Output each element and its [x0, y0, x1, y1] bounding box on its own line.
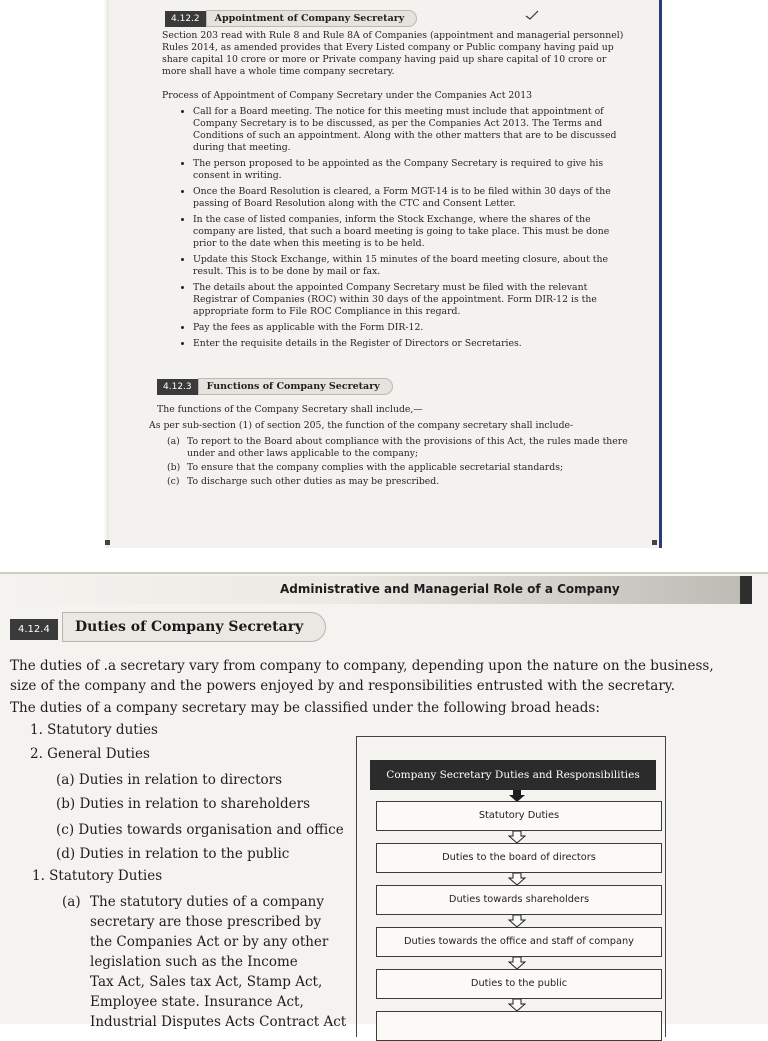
arrow-down-icon: [508, 915, 526, 927]
item-text: To ensure that the company complies with the applicable secretarial standards;: [187, 462, 564, 473]
section-title: Functions of Company Secretary: [198, 378, 393, 395]
top-page: [108, 0, 659, 548]
section-heading-appointment: [165, 10, 417, 27]
list-item-public: (d) Duties in relation to the public: [56, 846, 290, 862]
list-item: • The details about the appointed Company Secretary must be filed with the relevant Registrar of Companies (ROC) within 30 days of the appointment. Form DIR-12 is the appropriate form to File ROC Compliance in this regard.: [193, 282, 631, 318]
list-item: • The person proposed to be appointed as the Company Secretary is required to give his consent in writing.: [193, 158, 631, 182]
text-line: Tax Act, Sales tax Act, Stamp Act,: [90, 974, 323, 990]
list-item-shareholders: (b) Duties in relation to shareholders: [56, 796, 311, 812]
intro-paragraph: Section 203 read with Rule 8 and Rule 8A of Companies (appointment and managerial personnel) Rules 2014, as amended provides that Every Listed company or Public company having paid up share capital 10 crore or more or Private company having paid up share capital of 10 crore or more shall have a whole time company secretary.: [162, 30, 624, 77]
list-item-general: 2. General Duties: [30, 746, 150, 762]
text-line: The statutory duties of a company: [90, 894, 324, 910]
list-item: • Enter the requisite details in the Register of Directors or Secretaries.: [193, 338, 631, 350]
item-text: To report to the Board about compliance with the provisions of this Act, the rules made there under and other laws applicable to the company;: [187, 436, 628, 459]
page-shadow: [103, 0, 109, 548]
arrow-down-icon: [508, 831, 526, 843]
arrow-down-icon: [508, 957, 526, 969]
item-label: (a): [167, 436, 180, 447]
text-line: legislation such as the Income: [90, 954, 298, 970]
section-heading-functions: [157, 378, 393, 395]
page-corner-mark: [105, 540, 110, 545]
statutory-item-text: [90, 892, 355, 1032]
section-number: 4.12.2: [165, 11, 206, 27]
banner-end-block: [740, 576, 752, 604]
text-line: the Companies Act or by any other: [90, 934, 329, 950]
list-item: [167, 436, 633, 460]
functions-list: [167, 436, 633, 490]
arrow-down-icon: [508, 873, 526, 885]
broad-heads-line: The duties of a company secretary may be classified under the following broad heads:: [10, 700, 600, 716]
list-item: • In the case of listed companies, inform the Stock Exchange, where the shares of the company are listed, that such a board meeting is going to take place. This must be done prior to the date when this meeting is to be held.: [193, 214, 631, 250]
running-head: Administrative and Managerial Role of a Company: [280, 582, 620, 596]
page-binding-edge: [659, 0, 662, 548]
list-item: [167, 476, 633, 488]
arrow-down-icon: [508, 999, 526, 1011]
functions-sub: As per sub-section (1) of section 205, the function of the company secretary shall include-: [149, 420, 574, 431]
section-title: Appointment of Company Secretary: [206, 10, 418, 27]
item-label: (c): [167, 476, 180, 487]
bottom-page: [0, 572, 768, 1030]
flow-box-shareholders: Duties towards shareholders: [376, 885, 662, 915]
process-bullet-list: [179, 106, 631, 354]
flow-box-partial: [376, 1011, 662, 1041]
process-title: Process of Appointment of Company Secretary under the Companies Act 2013: [162, 90, 533, 101]
duties-paragraph-line1: The duties of .a secretary vary from company to company, depending upon the nature on the business,: [10, 658, 714, 674]
text-line: Industrial Disputes Acts Contract Act: [90, 1014, 347, 1030]
list-item-directors: (a) Duties in relation to directors: [56, 772, 283, 788]
statutory-duties-heading: 1. Statutory Duties: [32, 868, 163, 884]
section-number: 4.12.4: [10, 619, 58, 640]
section-title: Duties of Company Secretary: [62, 612, 326, 642]
list-item-statutory: 1. Statutory duties: [30, 722, 158, 738]
list-item: • Once the Board Resolution is cleared, a Form MGT-14 is to be filed within 30 days of the passing of Board Resolution along with the CTC and Consent Letter.: [193, 186, 631, 210]
list-item: • Call for a Board meeting. The notice for this meeting must include that appointment of Company Secretary is to be discussed, as per the Companies Act 2013. The Terms and Conditions of such an appointment. Along with the other matters that are to be discussed during that meeting.: [193, 106, 631, 154]
flow-box-office-staff: Duties towards the office and staff of company: [376, 927, 662, 957]
flow-box-statutory: Statutory Duties: [376, 801, 662, 831]
section-number: 4.12.3: [157, 379, 198, 395]
flow-chart-title: Company Secretary Duties and Responsibilities: [370, 760, 656, 790]
functions-intro: The functions of the Company Secretary shall include,—: [157, 404, 423, 415]
duties-paragraph-line2: size of the company and the powers enjoyed by and responsibilities entrusted with the secretary.: [10, 678, 675, 694]
page-corner-mark: [652, 540, 657, 545]
flow-box-public: Duties to the public: [376, 969, 662, 999]
running-head-banner: [10, 574, 750, 606]
flow-box-board: Duties to the board of directors: [376, 843, 662, 873]
list-item: • Update this Stock Exchange, within 15 minutes of the board meeting closure, about the result. This is to be done by mail or fax.: [193, 254, 631, 278]
list-item: [167, 462, 633, 474]
list-item: • Pay the fees as applicable with the Form DIR-12.: [193, 322, 631, 334]
text-line: secretary are those prescribed by: [90, 914, 322, 930]
item-text: To discharge such other duties as may be prescribed.: [187, 476, 440, 487]
list-item-organisation: (c) Duties towards organisation and office: [56, 822, 344, 838]
checkmark-icon: [525, 10, 539, 20]
text-line: Employee state. Insurance Act,: [90, 994, 304, 1010]
statutory-item-label: (a): [62, 894, 81, 910]
duties-flow-chart: [356, 736, 668, 1036]
item-label: (b): [167, 462, 181, 473]
